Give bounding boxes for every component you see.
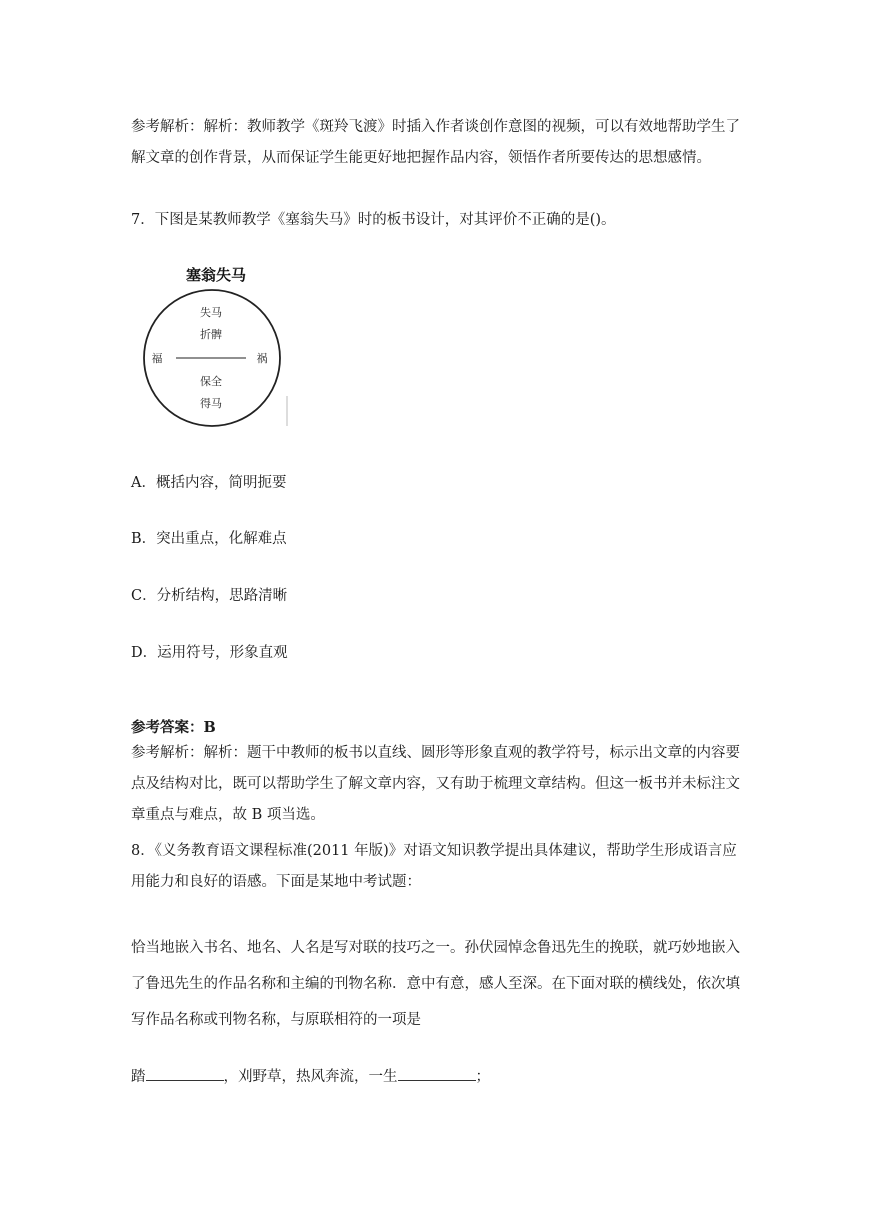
option-c: C．分析结构，思路清晰 — [131, 588, 288, 604]
diagram-bottom-line2: 得马 — [200, 397, 222, 410]
option-a: A．概括内容，简明扼要 — [131, 475, 287, 491]
diagram-top-line1: 失马 — [200, 306, 222, 319]
blackboard-diagram — [140, 258, 300, 438]
diagram-title: 塞翁失马 — [185, 266, 247, 284]
diagram-right: 祸 — [256, 352, 268, 365]
q8-passage: 恰当地嵌入书名、地名、人名是写对联的技巧之一。孙伏园悼念鲁迅先生的挽联，就巧妙地嵌入了鲁迅先生的作品名称和主编的刊物名称．意中有意，感人至深。在下面对联的横线处，依次填写作品名称或刊物名称，与原联相符的一项是 — [131, 940, 740, 1028]
couplet-part2: ，刈野草，热风奔流，一生 — [223, 1069, 398, 1085]
q7-answer: 参考答案：B — [131, 719, 216, 736]
couplet-part3: ； — [475, 1069, 490, 1085]
couplet-line — [131, 1066, 490, 1087]
couplet-part1: 踏 — [131, 1069, 146, 1085]
couplet-blank-2 — [398, 1066, 476, 1081]
couplet-blank-1 — [146, 1066, 224, 1081]
q7-analysis: 参考解析：解析：题干中教师的板书以直线、圆形等形象直观的教学符号，标示出文章的内容要点及结构对比，既可以帮助学生了解文章内容，又有助于梳理文章结构。但这一板书并未标注文章重点与难点，故 B 项当选。 — [131, 745, 740, 823]
diagram-left: 福 — [151, 352, 163, 365]
option-d: D．运用符号，形象直观 — [131, 645, 288, 661]
q6-analysis: 参考解析：解析：教师教学《斑羚飞渡》时插入作者谈创作意图的视频，可以有效地帮助学生了解文章的创作背景，从而保证学生能更好地把握作品内容，领悟作者所要传达的思想感情。 — [131, 119, 740, 166]
diagram-bottom-line1: 保全 — [200, 375, 222, 388]
q8-stem: 8．《义务教育语文课程标准(2011 年版)》对语文知识教学提出具体建议，帮助学生形成语言应用能力和良好的语感。下面是某地中考试题： — [131, 843, 737, 890]
q7-stem: 7．下图是某教师教学《塞翁失马》时的板书设计，对其评价不正确的是()。 — [131, 212, 616, 228]
diagram-top-line2: 折髀 — [200, 328, 222, 341]
option-b: B．突出重点，化解难点 — [131, 531, 287, 547]
